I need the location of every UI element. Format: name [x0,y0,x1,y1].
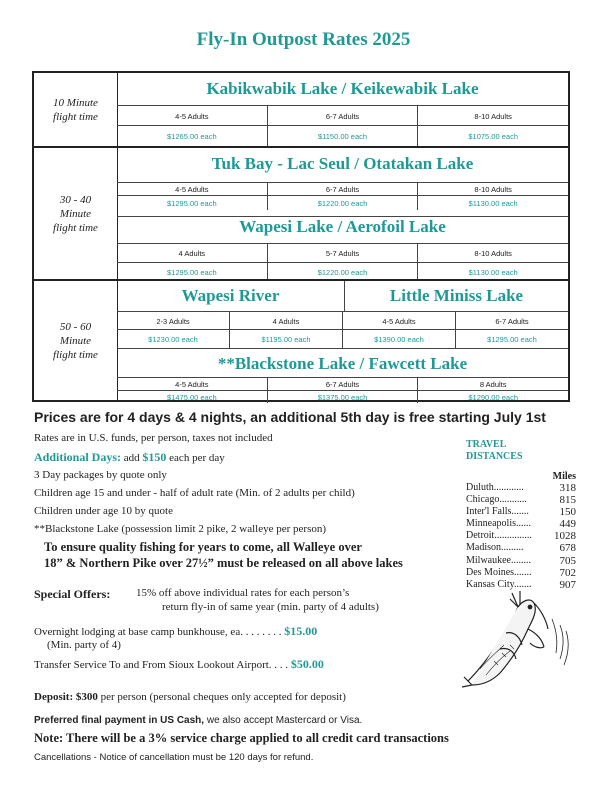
adults-cell: 4-5 Adults [175,185,209,194]
price-cell: $1475.00 each [167,392,217,402]
lodging-text: Overnight lodging at base camp bunkhouse, ea. . . . . . . . [34,626,285,638]
city-name: Detroit............... [466,530,532,542]
headline: Prices are for 4 days & 4 nights, an additional 5th day is free starting July 1st [34,409,546,425]
lake-name: Little Miniss Lake [344,281,568,311]
currency-note: Rates are in U.S. funds, per person, taxes not included [34,432,273,444]
adults-row [117,311,568,330]
three-day-note: 3 Day packages by quote only [34,469,167,481]
city-name: Minneapolis...... [466,518,531,530]
adults-cell: 6-7 Adults [455,312,568,330]
miles-value: 702 [559,566,576,579]
distance-row [466,530,576,542]
additional-post: each per day [166,452,225,464]
adults-cell: 4-5 Adults [175,111,209,121]
price-cell: $1130.00 each [417,263,568,281]
lodging-price: $15.00 [284,624,318,638]
adults-cell: 4 Adults [229,312,342,330]
children-10-note: Children under age 10 by quote [34,505,173,517]
special-offer-1: 15% off above individual rates for each person’s [136,587,350,599]
price-cell: $1150.00 each [267,126,418,146]
city-name: Des Moines....... [466,566,532,578]
additional-days [34,450,225,465]
credit-card-note: Note: There will be a 3% service charge applied to all credit card transactions [34,731,449,745]
adults-cell: 4 Adults [178,249,206,258]
miles-value: 907 [559,578,576,591]
group-30-40-minute [34,146,568,279]
adults-row [117,243,568,263]
distance-row [466,494,576,506]
cancellation-note: Cancellations - Notice of cancellation must be 120 days for refund. [34,752,314,763]
lake-name-text: Wapesi Lake / Aerofoil Lake [239,217,446,236]
price-cell: $1230.00 each [148,335,198,344]
flight-time-label: 10 Minute flight time [34,73,118,146]
distance-row [466,555,576,567]
price-row [117,390,568,403]
transfer-price: $50.00 [290,657,324,671]
deposit-price: $300 [75,691,98,703]
distance-row [466,542,576,554]
adults-cell: 2-3 Adults [156,316,190,326]
price-cell: $1375.00 each [267,391,418,403]
city-name: Inter'l Falls....... [466,506,529,518]
price-cell: $1220.00 each [267,196,418,210]
lake-name: Wapesi River [181,286,280,305]
price-cell: $1295.00 each [455,330,568,349]
distance-row [466,518,576,530]
price-cell: $1290.00 each [417,391,568,403]
group-50-60-minute [34,279,568,400]
lake-name: Tuk Bay - Lac Seul / Otatakan Lake [211,154,474,173]
adults-cell: 8-10 Adults [417,183,568,196]
price-cell: $1295.00 each [167,198,217,208]
adults-row [117,105,568,126]
preferred-line [34,715,362,726]
price-cell: $1390.00 each [342,330,455,349]
blackstone-note: **Blackstone Lake (possession limit 2 pike, 2 walleye per person) [34,523,327,535]
lake-name [117,216,568,237]
flight-time-label: 50 - 60 Minute flight time [34,281,118,400]
rates-table [32,71,570,402]
lake-name: Kabikwabik Lake / Keikewabik Lake [206,79,479,98]
price-cell: $1195.00 each [229,330,342,349]
travel-title [466,439,576,463]
adults-cell: 8-10 Adults [417,106,568,126]
adults-cell: 8-10 Adults [417,244,568,263]
additional-pre: add [121,452,143,464]
travel-title-1: TRAVEL [466,439,507,450]
adults-row [117,182,568,196]
miles-value: 150 [559,506,576,519]
price-row [117,329,568,349]
distance-row [466,567,576,579]
transfer-text: Transfer Service To and From Sioux Lookout Airport. . . . [34,659,291,671]
adults-cell: 6-7 Adults [267,183,418,196]
page-title: Fly-In Outpost Rates 2025 [196,29,411,50]
additional-price: $150 [142,450,167,464]
miles-header: Miles [552,471,576,482]
adults-row [117,377,568,391]
city-name: Kansas City....... [466,578,532,590]
adults-cell: 5-7 Adults [267,244,418,263]
miles-value: 1028 [554,530,576,543]
transfer-line [34,657,324,672]
miles-value: 678 [559,542,576,555]
group-10-minute [34,73,568,146]
distance-row [466,482,576,494]
city-name: Chicago........... [466,494,527,506]
price-cell: $1075.00 each [417,126,568,146]
flight-time-label: 30 - 40 Minute flight time [34,148,118,279]
lake-name [117,348,568,378]
travel-title-2: DISTANCES [466,451,523,462]
ensure-line-1: To ensure quality fishing for years to come, all Walleye over [44,540,362,554]
preferred-rest: we also accept Mastercard or Visa. [204,715,363,726]
special-offers-label: Special Offers: [34,587,111,601]
distance-list [466,482,576,591]
adults-cell: 4-5 Adults [175,380,209,389]
adults-cell: 6-7 Adults [267,106,418,126]
deposit-line [34,691,346,703]
lodging-min: (Min. party of 4) [47,639,121,651]
ensure-line-2: 18” & Northern Pike over 27½” must be released on all above lakes [44,556,403,570]
city-name: Duluth............ [466,482,524,493]
deposit-text: per person (personal cheques only accepted for deposit) [97,691,346,703]
adults-cell: 6-7 Adults [267,378,418,391]
lake-name-text: **Blackstone Lake / Fawcett Lake [217,354,468,373]
city-name: Milwaukee........ [466,554,531,566]
children-15-note: Children age 15 and under - half of adult rate (Min. of 2 adults per child) [34,487,355,499]
price-cell: $1265.00 each [167,131,217,141]
preferred-bold: Preferred final payment in US Cash, [34,715,205,726]
price-cell: $1295.00 each [167,267,217,277]
deposit-label: Deposit: [34,691,76,703]
lodging-line [34,624,317,639]
miles-value: 705 [559,554,576,567]
walleye-fish-icon [460,589,578,689]
adults-cell: 8 Adults [417,378,568,391]
city-name: Madison......... [466,542,524,554]
miles-value: 449 [559,518,576,531]
miles-value: 815 [559,494,576,507]
adults-cell: 4-5 Adults [342,312,455,330]
miles-value: 318 [559,482,576,494]
price-cell: $1220.00 each [267,263,418,281]
special-offer-2: return fly-in of same year (min. party of 4 adults) [162,601,379,613]
price-row [117,195,568,210]
travel-distances [466,439,576,591]
additional-label: Additional Days: [34,450,122,464]
distance-row [466,506,576,518]
price-cell: $1130.00 each [417,196,568,210]
price-row [117,125,568,146]
